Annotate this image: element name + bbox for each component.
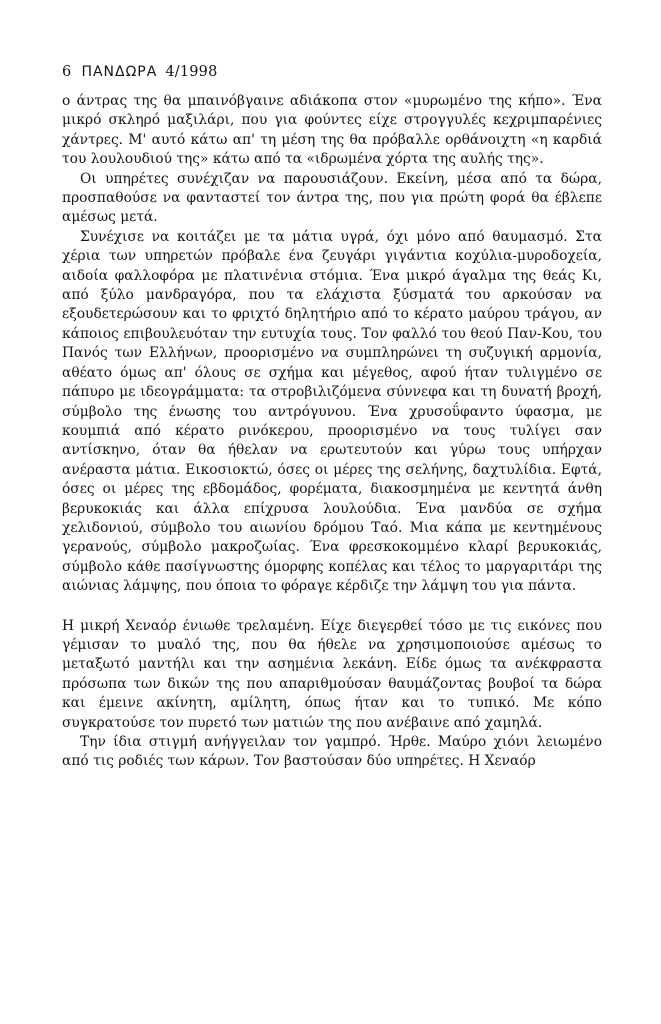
paragraph: Την ίδια στιγμή ανήγγειλαν τον γαμπρό. Ήρθε. Μαύρο χιόνι λειωμένο από τις ροδιές των κάρων. Τον βαστούσαν δύο υπηρέτες. Η Χεναόρ — [62, 734, 602, 770]
paragraph: Οι υπηρέτες συνέχιζαν να παρουσιάζουν. Εκείνη, μέσα από τα δώρα, προσπαθούσε να φανταστεί τον άντρα της, που για πρώτη φορά θα έβλεπε αμέσως μετά. — [62, 170, 602, 226]
paragraph: Συνέχισε να κοιτάζει με τα μάτια υγρά, όχι μόνο από θαυμασμό. Στα χέρια των υπηρετών πρόβαλε ένα ζευγάρι γιγάντια κοχύλια-μυροδοχεία, αιδοία φαλλοφόρα με πλατινένια στόμια. Ένα μικρό άγαλμα της θεάς Κι, από ξύλο μανδραγόρα, που τα ελάχιστα ξύσματά του αρκούσαν να εξουδετερώσουν και το φριχτό δηλητήριο από το κέρατο μαύρου τράγου, αν κάποιος επιβουλευόταν την ευτυχία τους. Τον φαλλό του θεού Παν-Κου, του Πανός των Ελλήνων, προορισμένο να συμπληρώνει τη συζυγική αρμονία, αθέατο όμως απ' όλους σε σχήμα και μέγεθος, αφού ήταν τυλιγμένο σε πάπυρο με ιδεογράμματα: τα στροβιλιζόμενα σύννεφα και τη δυνατή βροχή, σύμβολο της ένωσης του αντρόγυνου. Ένα χρυσοΰφαντο ύφασμα, με κουμπιά από κέρατο ρινόκερου, προορισμένο να τους τυλίγει σαν αντίσκηνο, όταν θα ήθελαν να ερωτευτούν και γύρω τους υπήρχαν ανέραστα μάτια. Εικοσιοκτώ, όσες οι μέρες της σελήνης, δαχτυλίδια. Εφτά, όσες οι μέρες της εβδομάδος, φορέματα, διακοσμημένα με κεντητά άνθη βερυκοκιάς και άλλα επίχρυσα λουλούδια. Ένα μανδύα σε σχήμα χελιδονιού, σύμβολο του αιωνίου δρόμου Ταό. Μια κάπα με κεντημένους γερανούς, σύμβολο μακροζωίας. Ένα φρεσκοκομμένο κλαρί βερυκοκιάς, σύμβολο κάθε πασίγνωστης όμορφης κοπέλας και τέλος το μαργαριτάρι της αιώνιας λάμψης, που όποια το φόραγε κέρδιζε την λάμψη του για πάντα. — [62, 228, 602, 595]
page-number: 6 — [62, 64, 72, 80]
paragraph: Η μικρή Χεναόρ ένιωθε τρελαμένη. Είχε διεγερθεί τόσο με τις εικόνες που γέμισαν το μυαλό της, που θα ήθελε να χρησιμοποιούσε αμέσως το μεταξωτό μαντήλι και την ασημένια λεκάνη. Είδε όμως τα ανέκφραστα πρόσωπα των δικών της που απαριθμούσαν θαυμάζοντας βουβοί τα δώρα και έμεινε ακίνητη, αμίλητη, όπως ήταν και το τυπικό. Με κόπο συγκρατούσε τον πυρετό των ματιών της που ανέβαινε από χαμηλά. — [62, 617, 602, 731]
paragraph: ο άντρας της θα μπαινόβγαινε αδιάκοπα στον «μυρωμένο της κήπο». Ένα μικρό σκληρό μαξιλάρι, που για φούντες είχε στρογγυλές κεχριμπαρένιες χάντρες. Μ' αυτό κάτω απ' τη μέση της θα πρόβαλλε ορθάνοιχτη «η καρδιά του λουλουδιού της» κάτω από τα «ιδρωμένα χόρτα της αυλής της». — [62, 93, 602, 168]
article-body — [62, 92, 602, 772]
issue-number: 4/1998 — [165, 64, 218, 80]
running-header — [62, 64, 218, 80]
magazine-title: ΠΑΝΔΩΡΑ — [81, 64, 158, 80]
